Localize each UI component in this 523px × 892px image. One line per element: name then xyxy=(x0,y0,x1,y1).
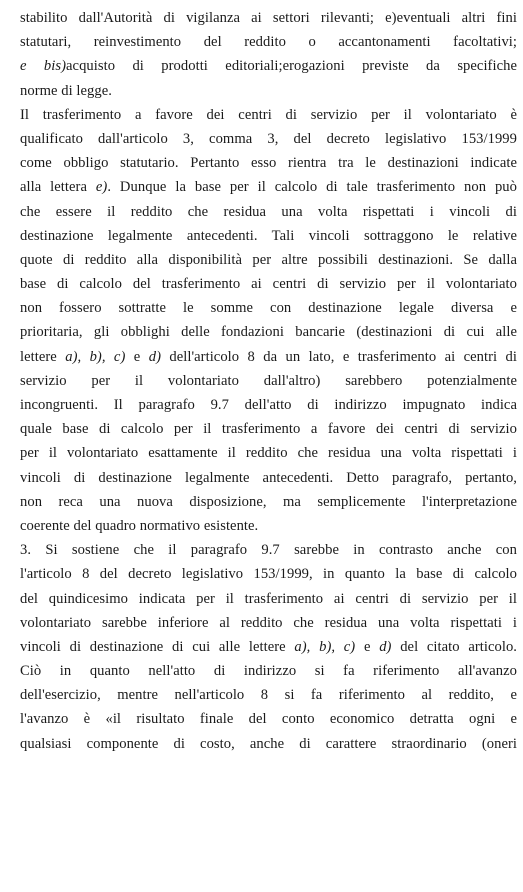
text-segment: che essere il reddito che residua una volta rispettati i vincoli di xyxy=(20,203,517,220)
text-segment: l'articolo 8 del decreto legislativo 153/1999, in quanto la base di calcolo xyxy=(20,566,517,583)
text-line xyxy=(20,30,517,54)
text-line xyxy=(20,200,517,224)
text-segment: dell'articolo 8 da un lato, e trasferimento ai centri di xyxy=(160,348,517,365)
italic-text-segment: a), b), c) xyxy=(65,348,126,365)
text-line xyxy=(20,296,517,320)
text-line xyxy=(20,562,517,586)
text-line xyxy=(20,272,517,296)
text-line xyxy=(20,514,517,538)
text-line xyxy=(20,732,517,756)
text-line xyxy=(20,151,517,175)
text-line xyxy=(20,635,517,659)
text-line xyxy=(20,393,517,417)
text-segment: Il trasferimento a favore dei centri di servizio per il volontariato è xyxy=(20,106,517,123)
text-segment: non fossero sottratte le somme con destinazione legale diversa e xyxy=(20,300,517,317)
text-segment: qualsiasi componente di costo, anche di carattere straordinario (oneri xyxy=(20,735,517,752)
italic-text-segment: d) xyxy=(379,638,392,655)
text-segment: norme di legge. xyxy=(20,82,112,99)
text-segment: qualificato dall'articolo 3, comma 3, del decreto legislativo 153/1999 xyxy=(20,130,517,147)
text-segment: coerente del quadro normativo esistente. xyxy=(20,517,259,534)
text-segment: dell'esercizio, mentre nell'articolo 8 si fa riferimento al reddito, e xyxy=(20,687,517,704)
text-line xyxy=(20,611,517,635)
text-segment: Ciò in quanto nell'atto di indirizzo si fa riferimento all'avanzo xyxy=(20,663,517,680)
text-segment: e xyxy=(125,348,149,365)
text-line xyxy=(20,441,517,465)
text-line xyxy=(20,466,517,490)
text-line xyxy=(20,369,517,393)
text-line xyxy=(20,345,517,369)
text-line xyxy=(20,175,517,199)
text-line xyxy=(20,127,517,151)
text-line xyxy=(20,490,517,514)
body-text xyxy=(20,6,517,756)
text-segment: l'avanzo è «il risultato finale del conto economico detratta ogni e xyxy=(20,711,517,728)
text-segment: lettere xyxy=(20,348,66,365)
text-line xyxy=(20,659,517,683)
text-segment: statutari, reinvestimento del reddito o accantonamenti facoltativi; xyxy=(20,34,517,51)
text-segment: base di calcolo del trasferimento ai centri di servizio per il volontariato xyxy=(20,276,517,293)
italic-text-segment: e bis) xyxy=(20,58,67,75)
text-line xyxy=(20,320,517,344)
italic-text-segment: d) xyxy=(148,348,161,365)
text-segment: e xyxy=(355,638,380,655)
text-segment: alla lettera xyxy=(20,179,96,196)
text-line xyxy=(20,54,517,78)
text-line xyxy=(20,587,517,611)
text-segment: come obbligo statutario. Pertanto esso rientra tra le destinazioni indicate xyxy=(20,155,517,172)
text-segment: servizio per il volontariato dall'altro) sarebbero potenzialmente xyxy=(20,372,517,389)
text-line xyxy=(20,248,517,272)
text-segment: non reca una nuova disposizione, ma semplicemente l'interpretazione xyxy=(20,493,517,510)
text-segment: . Dunque la base per il calcolo di tale trasferimento non può xyxy=(107,179,517,196)
text-segment: vincoli di destinazione legalmente antecedenti. Detto paragrafo, pertanto, xyxy=(20,469,517,486)
text-line xyxy=(20,707,517,731)
text-line xyxy=(20,79,517,103)
text-segment: del quindicesimo indicata per il trasferimento ai centri di servizio per il xyxy=(20,590,517,607)
text-segment: incongruenti. Il paragrafo 9.7 dell'atto di indirizzo impugnato indica xyxy=(20,397,517,413)
text-line xyxy=(20,103,517,127)
text-segment: 3. Si sostiene che il paragrafo 9.7 sarebbe in contrasto anche con xyxy=(20,542,517,559)
text-segment: per il volontariato esattamente il reddito che residua una volta rispettati i xyxy=(20,445,517,462)
text-segment: acquisto di prodotti editoriali;erogazioni previste da specifiche xyxy=(66,58,517,75)
text-line xyxy=(20,224,517,248)
text-segment: prioritaria, gli obblighi delle fondazioni bancarie (destinazioni di cui alle xyxy=(20,324,517,341)
text-segment: quote di reddito alla disponibilità per altre possibili destinazioni. Se dalla xyxy=(20,251,517,268)
text-segment: volontariato sarebbe inferiore al reddito che residua una volta rispettati i xyxy=(20,614,517,631)
italic-text-segment: a), b), c) xyxy=(294,638,356,655)
text-line xyxy=(20,417,517,441)
text-segment: vincoli di destinazione di cui alle lettere xyxy=(20,638,295,655)
text-line xyxy=(20,683,517,707)
text-segment: del citato articolo. xyxy=(391,638,517,655)
text-segment: quale base di calcolo per il trasferimento a favore dei centri di servizio xyxy=(20,421,517,438)
text-line xyxy=(20,538,517,562)
text-line xyxy=(20,6,517,30)
text-segment: destinazione legalmente antecedenti. Tali vincoli sottraggono le relative xyxy=(20,227,517,244)
italic-text-segment: e) xyxy=(95,179,108,196)
text-segment: stabilito dall'Autorità di vigilanza ai settori rilevanti; e)eventuali altri fini xyxy=(20,10,517,26)
